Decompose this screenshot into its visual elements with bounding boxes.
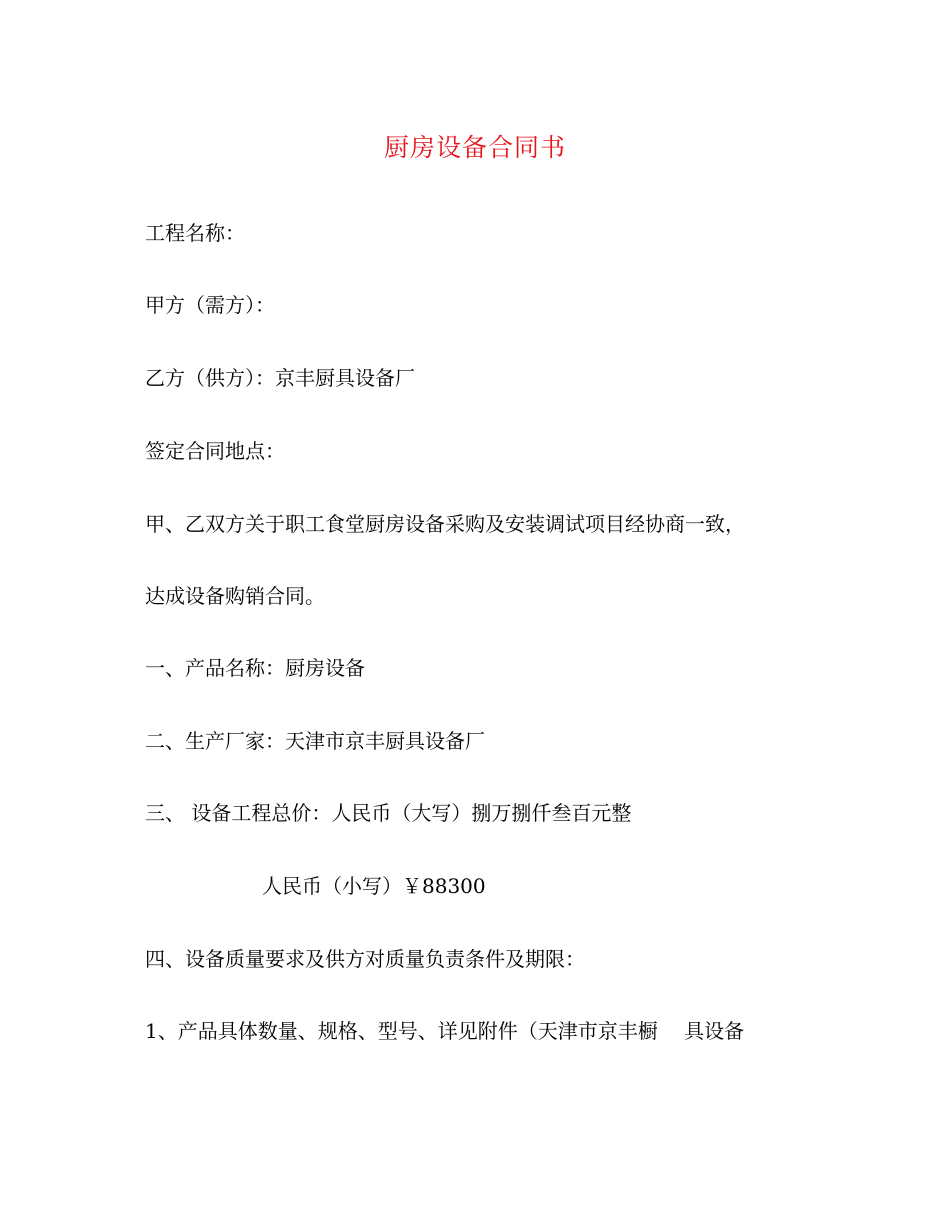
total-price-numeric-line: 人民币（小写）￥88300 [262, 874, 486, 898]
document-title: 厨房设备合同书 [383, 133, 566, 162]
project-name-line: 工程名称： [145, 221, 245, 245]
signing-location-line: 签定合同地点： [145, 439, 285, 463]
agreement-paragraph-line-1: 甲、乙双方关于职工食堂厨房设备采购及安装调试项目经协商一致， [145, 512, 745, 536]
quality-requirements-heading: 四、设备质量要求及供方对质量负责条件及期限： [145, 947, 585, 971]
party-a-line: 甲方（需方）： [145, 293, 275, 317]
agreement-paragraph-line-2: 达成设备购销合同。 [145, 584, 325, 608]
total-price-uppercase-line: 三、 设备工程总价：人民币（大写）捌万捌仟叁百元整 [145, 801, 632, 825]
quality-item-1-line: 1、产品具体数量、规格、型号、详见附件（天津市京丰橱 具设备 [145, 1019, 745, 1043]
party-b-line: 乙方（供方）：京丰厨具设备厂 [145, 366, 415, 390]
product-name-line: 一、产品名称：厨房设备 [145, 656, 365, 680]
manufacturer-line: 二、生产厂家：天津市京丰厨具设备厂 [145, 729, 485, 753]
